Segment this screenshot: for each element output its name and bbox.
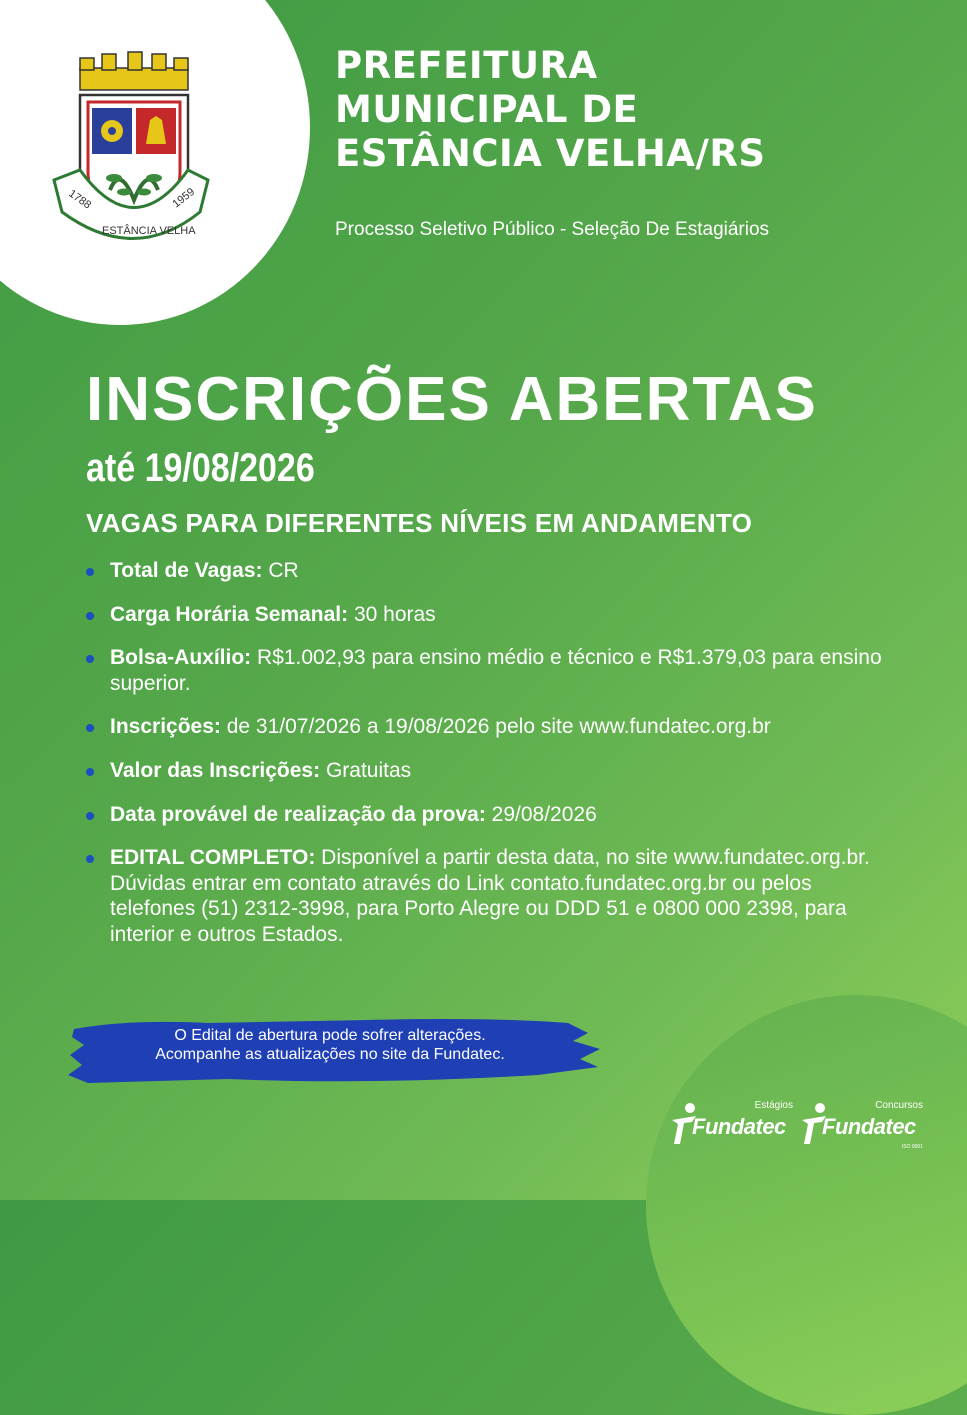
iso-badge: ISO 9001	[901, 1144, 923, 1150]
svg-text:1788: 1788	[66, 187, 94, 212]
page-title	[335, 44, 955, 176]
item-key: Carga Horária Semanal:	[110, 602, 349, 626]
deadline: até 19/08/2026	[86, 446, 315, 490]
notice-line: Acompanhe as atualizações no site da Fundatec.	[155, 1046, 505, 1064]
item-value: CR	[262, 559, 299, 582]
item-value: Gratuitas	[320, 759, 412, 783]
list-item	[86, 645, 886, 696]
main-title: INSCRIÇÕES ABERTAS	[86, 365, 818, 434]
logo-word: Fundatec	[692, 1114, 786, 1139]
item-key: Inscrições:	[110, 715, 221, 739]
logo-word: Fundatec	[822, 1114, 916, 1139]
fundatec-concursos-logo	[800, 1100, 925, 1156]
logo-caption: Concursos	[875, 1100, 923, 1111]
list-item	[86, 758, 886, 784]
item-value: R$1.002,93 para ensino médio e técnico e R$1.379,03 para ensino superior.	[110, 646, 882, 695]
page-subtitle: Processo Seletivo Público - Seleção De Estagiários	[335, 219, 770, 240]
list-item	[86, 845, 886, 947]
info-list	[86, 558, 886, 966]
notice-text	[80, 1026, 580, 1064]
item-key: Data provável de realização da prova:	[110, 802, 486, 826]
subheading: VAGAS PARA DIFERENTES NÍVEIS EM ANDAMENTO	[86, 508, 753, 538]
item-key: Valor das Inscrições:	[110, 759, 321, 783]
title-line: MUNICIPAL DE	[335, 88, 639, 132]
item-key: Total de Vagas:	[110, 559, 263, 582]
list-item	[86, 602, 886, 628]
item-key: EDITAL COMPLETO:	[110, 846, 316, 870]
item-value: 29/08/2026	[485, 802, 597, 826]
list-item	[86, 558, 886, 584]
corner-decoration	[646, 995, 967, 1415]
list-item	[86, 802, 886, 828]
municipal-crest-logo	[50, 50, 210, 255]
fundatec-estagios-logo	[670, 1100, 795, 1152]
item-value: de 31/07/2026 a 19/08/2026 pelo site www.fundatec.org.br	[220, 715, 771, 739]
notice-line: O Edital de abertura pode sofrer alterações.	[174, 1027, 486, 1044]
list-item	[86, 714, 886, 740]
item-value: Disponível a partir desta data, no site www.fundatec.org.br. Dúvidas entrar em contato através do Link contato.fundatec.org.br ou pelos telefones (51) 2312-3998, para Porto Alegre ou DDD 51 e 0800 000 2398, para interior e outros Estados.	[110, 846, 870, 947]
title-line: PREFEITURA	[335, 44, 598, 87]
item-value: 30 horas	[348, 602, 436, 626]
logo-caption: Estágios	[754, 1100, 793, 1111]
title-line: ESTÂNCIA VELHA/RS	[335, 132, 766, 176]
svg-text:ESTÂNCIA VELHA: ESTÂNCIA VELHA	[102, 225, 196, 237]
svg-text:1959: 1959	[170, 185, 198, 211]
item-key: Bolsa-Auxílio:	[110, 646, 252, 670]
